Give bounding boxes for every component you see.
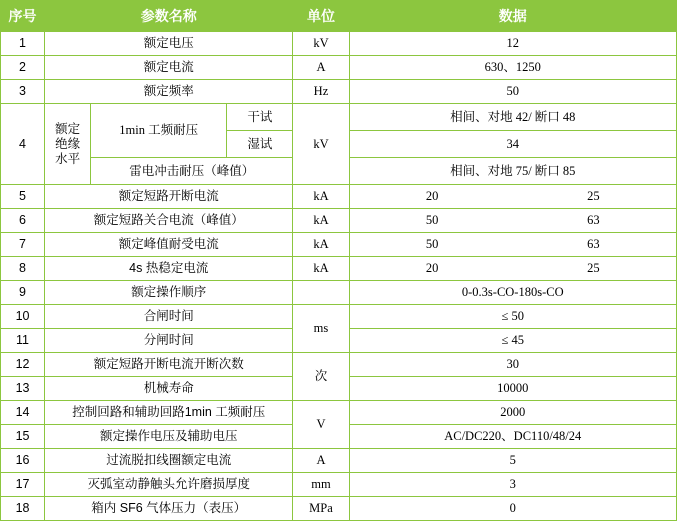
- row-name: 箱内 SF6 气体压力（表压）: [45, 497, 293, 521]
- row-data: ≤ 50: [349, 305, 677, 329]
- row-no: 6: [1, 209, 45, 233]
- row-unit: MPa: [293, 497, 349, 521]
- insulation-withstand-name: 1min 工频耐压: [91, 104, 227, 158]
- table-row: [1, 209, 677, 233]
- row-no: 10: [1, 305, 45, 329]
- row-name: 额定短路关合电流（峰值）: [45, 209, 293, 233]
- row-unit: [293, 281, 349, 305]
- table-row: [1, 281, 677, 305]
- row-data: 630、1250: [349, 56, 677, 80]
- row-no: 14: [1, 401, 45, 425]
- insulation-group-label: [45, 104, 91, 185]
- row-no: 12: [1, 353, 45, 377]
- table-row: [1, 401, 677, 425]
- row-name: 额定操作顺序: [45, 281, 293, 305]
- table-row-insulation-dry: [1, 104, 677, 131]
- row-no: 8: [1, 257, 45, 281]
- row-unit: kA: [293, 257, 349, 281]
- row-data-left: 50: [425, 237, 439, 251]
- row-unit: Hz: [293, 80, 349, 104]
- row-unit: kV: [293, 104, 349, 185]
- insulation-data-dry: 相间、对地 42/ 断口 48: [349, 104, 677, 131]
- table-row: [1, 497, 677, 521]
- row-data: 2000: [349, 401, 677, 425]
- table-row: [1, 473, 677, 497]
- insulation-group-label-text: 额定 绝缘 水平: [55, 121, 81, 166]
- row-name: 灭弧室动静触头允许磨损厚度: [45, 473, 293, 497]
- row-no: 11: [1, 329, 45, 353]
- row-name: 额定短路开断电流: [45, 185, 293, 209]
- row-data: AC/DC220、DC110/48/24: [349, 425, 677, 449]
- table-row: [1, 305, 677, 329]
- row-unit: V: [293, 401, 349, 449]
- row-no: 13: [1, 377, 45, 401]
- row-data: 5: [349, 449, 677, 473]
- header-unit: 单位: [293, 1, 349, 32]
- row-name: 合闸时间: [45, 305, 293, 329]
- table-header: [1, 1, 677, 32]
- row-name: 机械寿命: [45, 377, 293, 401]
- row-no: 1: [1, 32, 45, 56]
- row-data: [349, 185, 677, 209]
- row-unit: A: [293, 449, 349, 473]
- row-unit: ms: [293, 305, 349, 353]
- row-no: 17: [1, 473, 45, 497]
- table-row: [1, 32, 677, 56]
- row-data-right: 63: [587, 237, 600, 251]
- table-body: [1, 32, 677, 521]
- row-data: [349, 257, 677, 281]
- row-no: 15: [1, 425, 45, 449]
- header-data: 数据: [349, 1, 677, 32]
- table-row: [1, 449, 677, 473]
- row-data: 0-0.3s-CO-180s-CO: [349, 281, 677, 305]
- insulation-data-wet: 34: [349, 131, 677, 158]
- row-no: 7: [1, 233, 45, 257]
- row-name: 额定短路开断电流开断次数: [45, 353, 293, 377]
- row-unit: mm: [293, 473, 349, 497]
- row-data-right: 63: [587, 213, 600, 227]
- row-unit: A: [293, 56, 349, 80]
- row-data: 10000: [349, 377, 677, 401]
- row-unit: kV: [293, 32, 349, 56]
- row-data-right: 25: [587, 189, 600, 203]
- row-data: [349, 209, 677, 233]
- row-no: 16: [1, 449, 45, 473]
- table-row: [1, 353, 677, 377]
- table-row: [1, 257, 677, 281]
- row-name: 4s 热稳定电流: [45, 257, 293, 281]
- row-data-left: 20: [425, 261, 439, 275]
- table-row: [1, 56, 677, 80]
- header-row: [1, 1, 677, 32]
- header-name: 参数名称: [45, 1, 293, 32]
- row-unit: kA: [293, 209, 349, 233]
- row-data: 12: [349, 32, 677, 56]
- row-data-right: 25: [587, 261, 600, 275]
- header-no: 序号: [1, 1, 45, 32]
- row-name: 额定峰值耐受电流: [45, 233, 293, 257]
- row-no: 5: [1, 185, 45, 209]
- row-name: 分闸时间: [45, 329, 293, 353]
- row-name: 额定操作电压及辅助电压: [45, 425, 293, 449]
- table-row: [1, 233, 677, 257]
- table-row: [1, 80, 677, 104]
- row-no: 18: [1, 497, 45, 521]
- row-data: 50: [349, 80, 677, 104]
- insulation-lightning-name: 雷电冲击耐压（峰值）: [91, 158, 293, 185]
- row-no: 4: [1, 104, 45, 185]
- insulation-test-wet: 湿试: [227, 131, 293, 158]
- insulation-test-dry: 干试: [227, 104, 293, 131]
- row-data: 30: [349, 353, 677, 377]
- row-unit: kA: [293, 233, 349, 257]
- row-data: 3: [349, 473, 677, 497]
- row-name: 额定电流: [45, 56, 293, 80]
- row-data-left: 50: [425, 213, 439, 227]
- row-name: 额定频率: [45, 80, 293, 104]
- row-no: 9: [1, 281, 45, 305]
- row-name: 控制回路和辅助回路1min 工频耐压: [45, 401, 293, 425]
- row-name: 额定电压: [45, 32, 293, 56]
- row-data-left: 20: [425, 189, 439, 203]
- row-data: 0: [349, 497, 677, 521]
- table-row: [1, 185, 677, 209]
- row-data: [349, 233, 677, 257]
- row-no: 2: [1, 56, 45, 80]
- row-no: 3: [1, 80, 45, 104]
- row-data: ≤ 45: [349, 329, 677, 353]
- row-unit: 次: [293, 353, 349, 401]
- row-unit: kA: [293, 185, 349, 209]
- row-name: 过流脱扣线圈额定电流: [45, 449, 293, 473]
- insulation-data-lightning: 相间、对地 75/ 断口 85: [349, 158, 677, 185]
